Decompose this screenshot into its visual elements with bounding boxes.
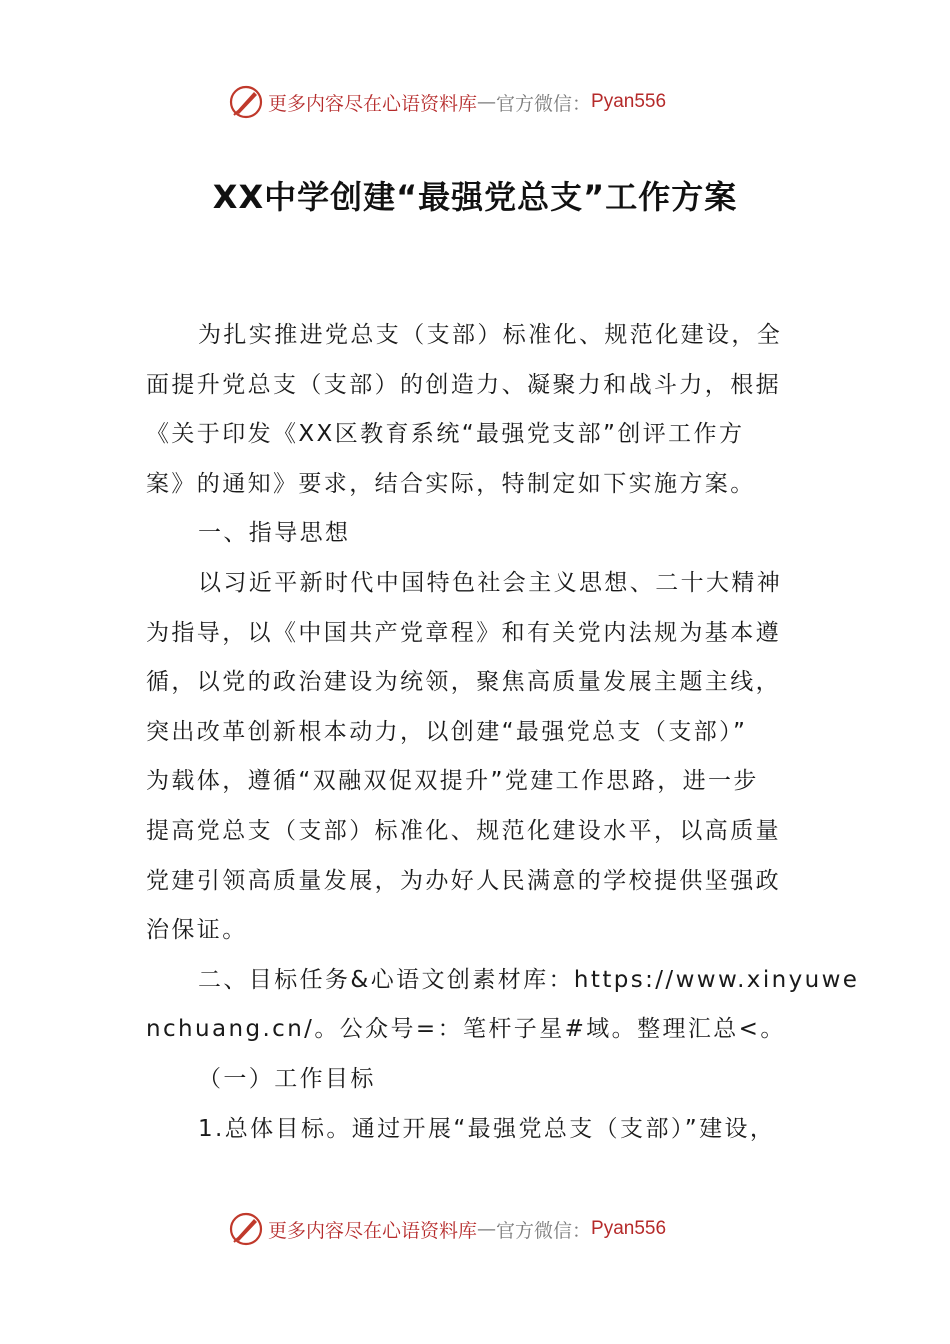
paragraph-line: 突出改革创新根本动力，以创建“最强党总支（支部）” bbox=[146, 718, 748, 745]
paragraph-line: 《关于印发《XX区教育系统“最强党支部”创评工作方 bbox=[146, 421, 745, 448]
banner-wechat-id: Pyan556 bbox=[591, 91, 667, 112]
paragraph-line: 面提升党总支（支部）的创造力、凝聚力和战斗力，根据 bbox=[146, 371, 781, 398]
section-heading: 二、目标任务&心语文创素材库：https://www.xinyuwe bbox=[198, 966, 860, 993]
paragraph-line: 为扎实推进党总支（支部）标准化、规范化建设，全 bbox=[198, 322, 783, 348]
header-banner bbox=[228, 82, 666, 122]
banner-brand-text: 更多内容尽在心语资料库 bbox=[268, 92, 478, 115]
document-body bbox=[146, 311, 860, 1154]
section-heading: 一、指导思想 bbox=[198, 520, 351, 547]
paragraph-line: 治保证。 bbox=[146, 917, 248, 944]
banner-wechat-id: Pyan556 bbox=[591, 1218, 667, 1239]
paragraph-line: nchuang.cn/。公众号=：笔杆子星#域。整理汇总<。 bbox=[146, 1016, 786, 1043]
paragraph-line: 1.总体目标。通过开展“最强党总支（支部）”建设， bbox=[198, 1115, 776, 1142]
paragraph-line: 提高党总支（支部）标准化、规范化建设水平，以高质量 bbox=[146, 817, 781, 844]
banner-wechat-label: 官方微信： bbox=[496, 92, 592, 115]
banner-brand-text: 更多内容尽在心语资料库 bbox=[268, 1219, 478, 1242]
subsection-heading: （一）工作目标 bbox=[198, 1065, 376, 1092]
quill-logo-icon bbox=[228, 1211, 264, 1247]
footer-banner bbox=[228, 1209, 666, 1249]
paragraph-line: 为载体，遵循“双融双促双提升”党建工作思路，进一步 bbox=[146, 768, 759, 795]
paragraph-line: 为指导，以《中国共产党章程》和有关党内法规为基本遵 bbox=[146, 619, 781, 646]
banner-wechat-label: 官方微信： bbox=[496, 1219, 592, 1242]
paragraph-line: 案》的通知》要求，结合实际，特制定如下实施方案。 bbox=[146, 470, 756, 497]
document-title: XX中学创建“最强党总支”工作方案 bbox=[212, 178, 738, 216]
paragraph-line: 以习近平新时代中国特色社会主义思想、二十大精神 bbox=[198, 569, 783, 596]
quill-logo-icon bbox=[228, 84, 264, 120]
paragraph-line: 党建引领高质量发展，为办好人民满意的学校提供坚强政 bbox=[146, 867, 781, 894]
paragraph-line: 循，以党的政治建设为统领，聚焦高质量发展主题主线， bbox=[146, 669, 781, 696]
banner-dash: — bbox=[477, 91, 497, 113]
banner-dash: — bbox=[477, 1218, 497, 1240]
